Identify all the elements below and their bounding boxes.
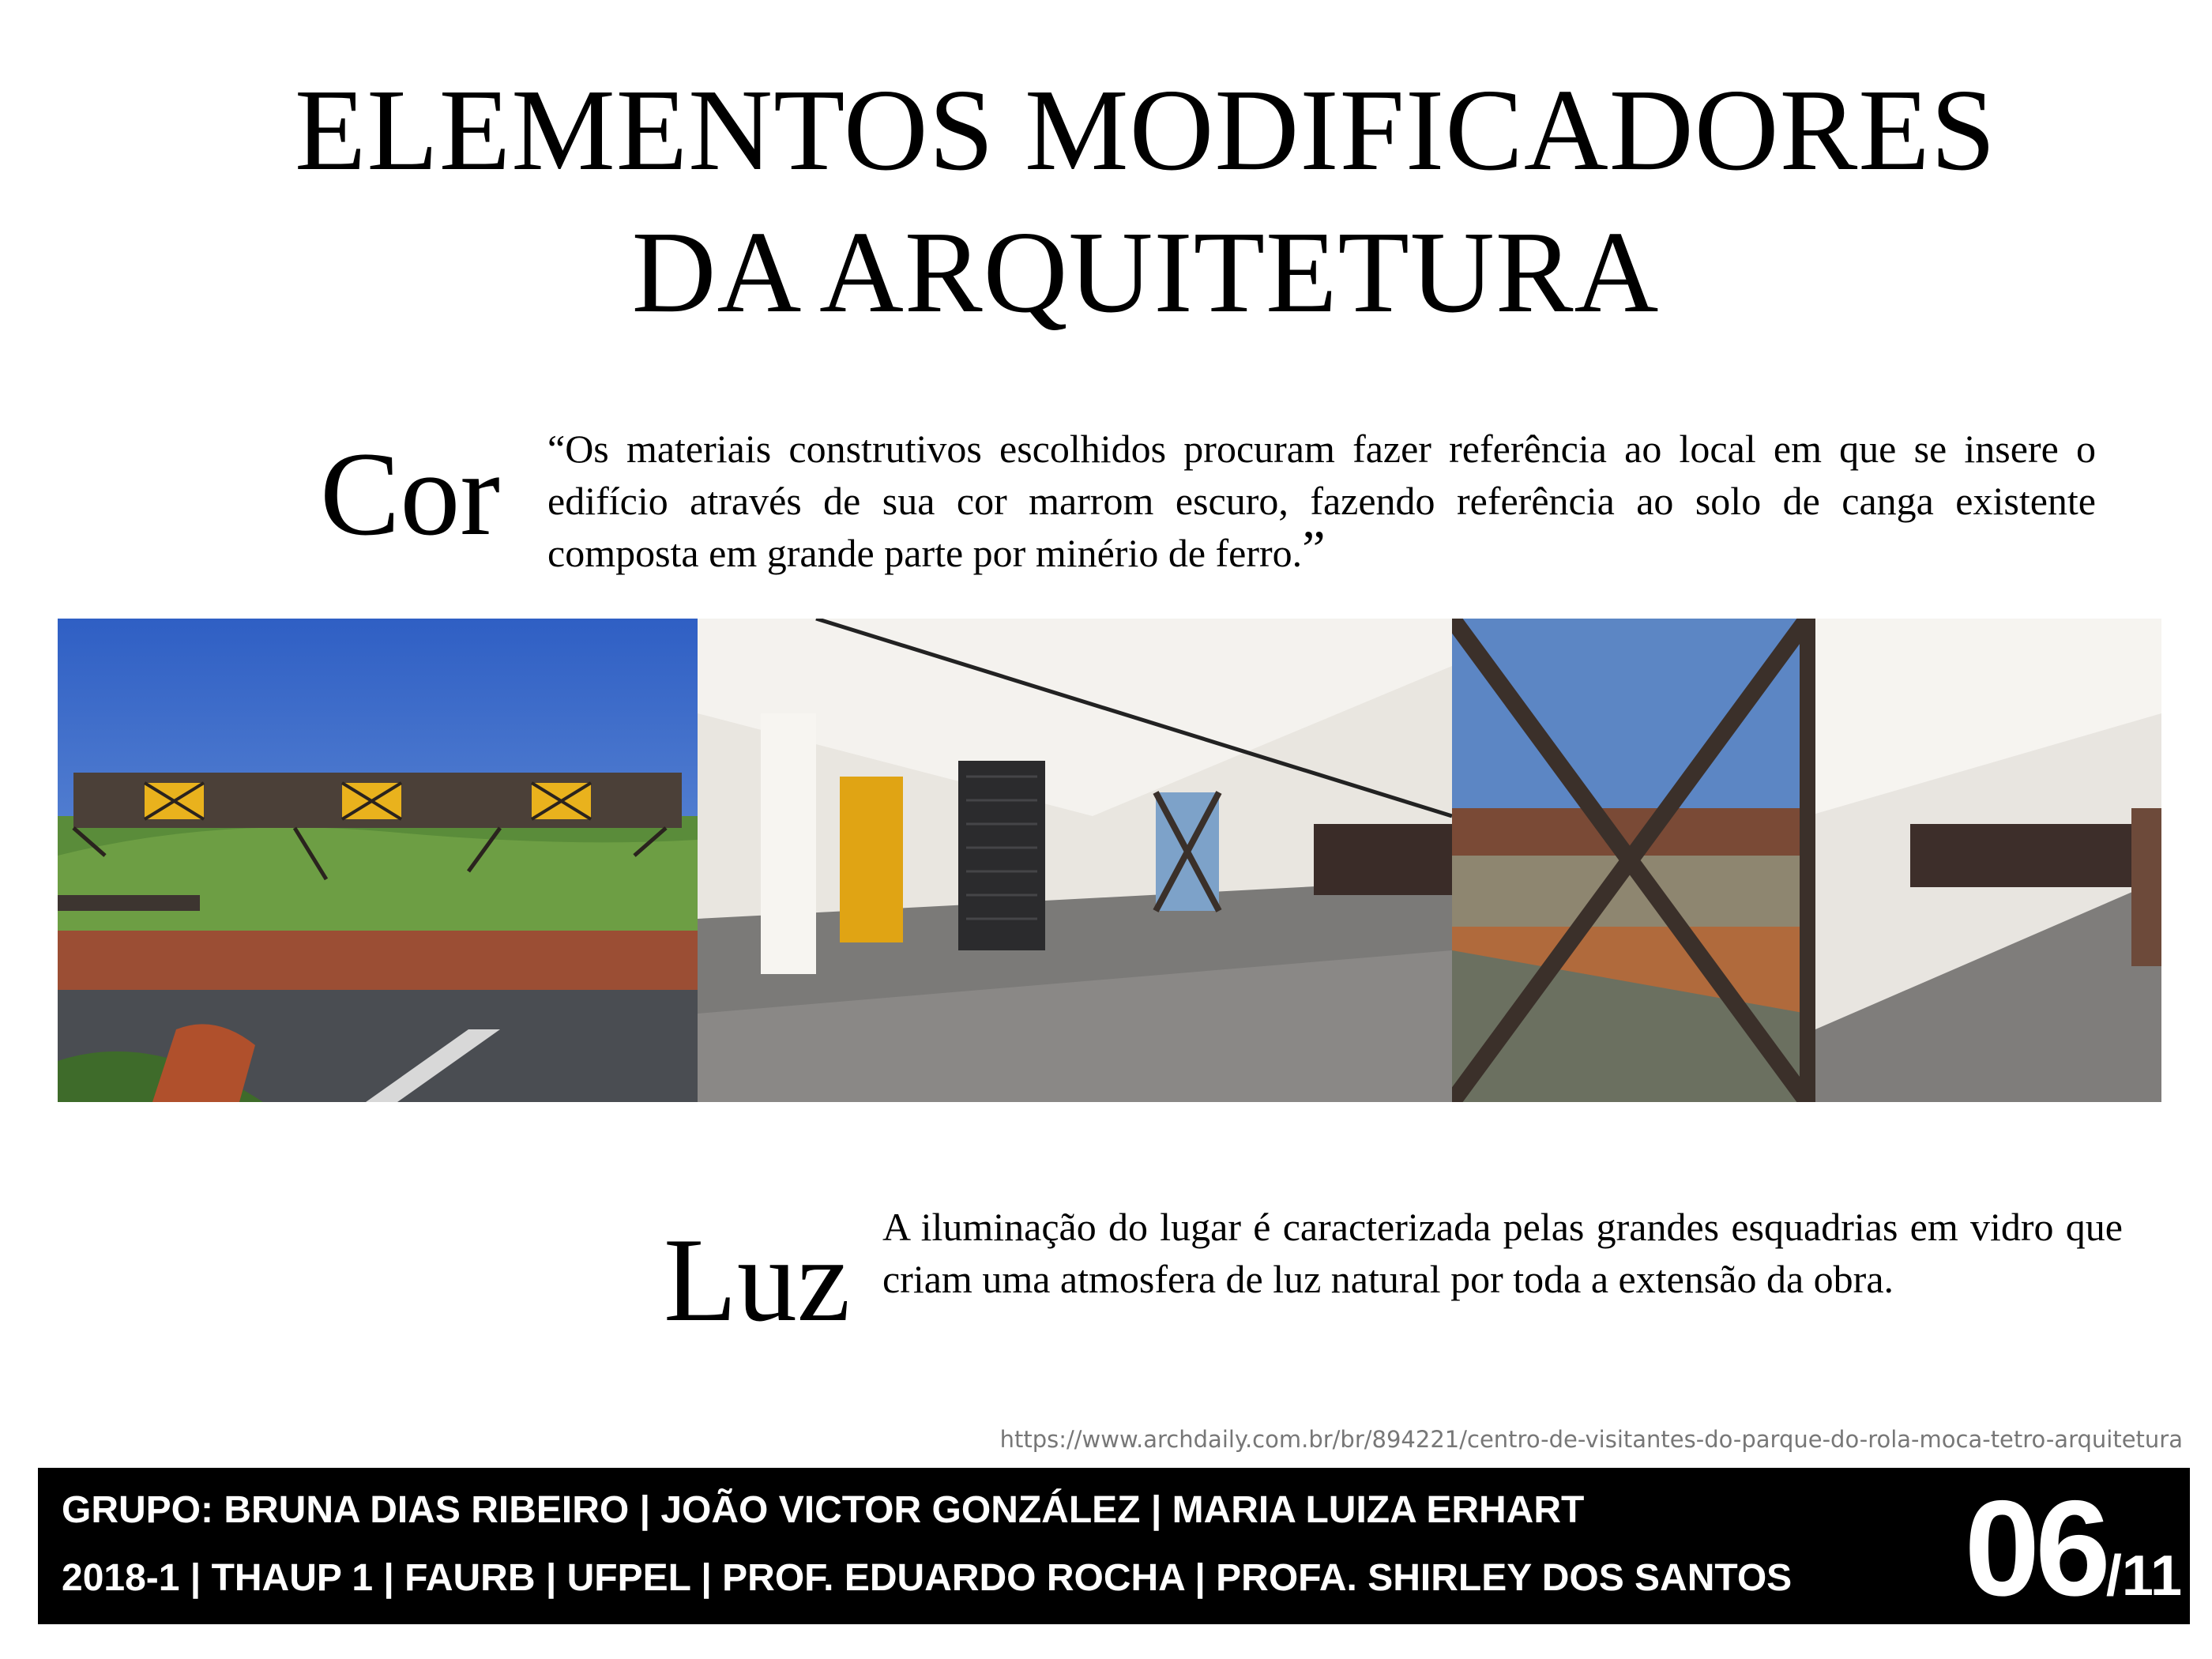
page-total: /11 <box>2105 1544 2182 1608</box>
page-title-line-2: DA ARQUITETURA <box>631 208 1660 337</box>
photo-interior-hall <box>698 619 1452 1102</box>
footer-course-info: 2018-1 | THAUP 1 | FAURB | UFPEL | PROF. EDUARDO ROCHA | PROFA. SHIRLEY DOS SANTOS <box>62 1557 1793 1599</box>
page-title <box>0 59 2212 344</box>
cor-closing-quote: ” <box>1302 521 1326 578</box>
footer-group-members: GRUPO: BRUNA DIAS RIBEIRO | JOÃO VICTOR GONZÁLEZ | MARIA LUIZA ERHART <box>62 1489 1585 1531</box>
photo-glass-wall <box>1452 619 2161 1102</box>
page-title-line-1: ELEMENTOS MODIFICADORES <box>294 66 1997 195</box>
luz-paragraph: A iluminação do lugar é caracterizada pelas grandes esquadrias em vidro que criam uma atmosfera de luz natural por toda a extensão da obra. <box>882 1205 2123 1301</box>
photo-building-exterior <box>58 619 698 1102</box>
page-current: 06 <box>1964 1473 2106 1624</box>
luz-heading: Luz <box>664 1213 851 1346</box>
cor-paragraph <box>547 423 2096 579</box>
cor-heading: Cor <box>320 427 500 560</box>
cor-quote-text: “Os materiais construtivos escolhidos procuram fazer referência ao local em que se insere o edifício através de sua cor marrom escuro, fazendo referência ao solo de canga existente composta em grande parte por minério de ferro. <box>547 427 2096 575</box>
page-number <box>1964 1473 2182 1624</box>
source-link[interactable]: https://www.archdaily.com.br/br/894221/centro-de-visitantes-do-parque-do-rola-moca-tetro-arquitetura <box>999 1426 2183 1453</box>
footer-bar <box>38 1468 2190 1624</box>
